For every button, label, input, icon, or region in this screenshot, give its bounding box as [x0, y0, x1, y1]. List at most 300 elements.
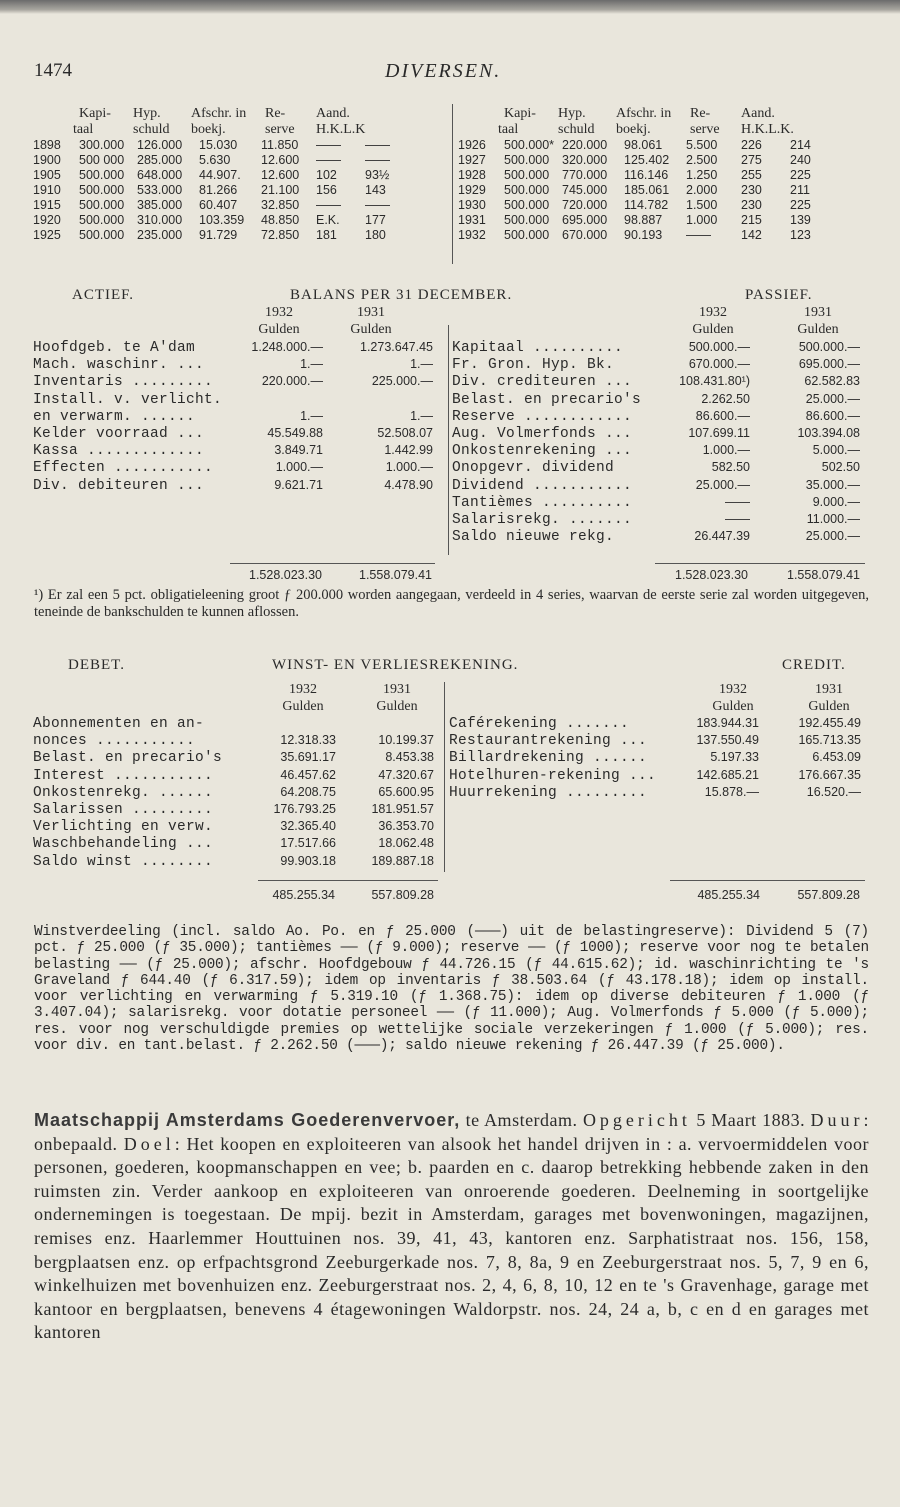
history-left-cell: 5.630: [199, 153, 231, 167]
history-right-cell: 139: [790, 213, 811, 227]
debet-item-row: [33, 768, 443, 785]
history-left-cell: ——: [316, 138, 341, 152]
winst-credit-title: CREDIT.: [782, 657, 846, 673]
passief-item-label: Tantièmes ..........: [452, 494, 633, 511]
history-right-row: [458, 198, 878, 213]
history-left-header-cell: boekj.: [191, 122, 226, 137]
actief-item-value-1932: 1.000.—: [275, 460, 323, 475]
history-left-cell: 1905: [33, 168, 61, 182]
history-right-cell: 1931: [458, 213, 486, 227]
history-right-cell: 1.500: [686, 198, 718, 212]
history-right-row: [458, 183, 878, 198]
history-right-cell: 215: [741, 213, 762, 227]
history-left-header-cell: serve: [265, 122, 295, 137]
history-left-header-row: [33, 122, 448, 138]
debet-item-row: [33, 819, 443, 836]
balans-divider: [448, 325, 449, 555]
actief-item-value-1931: 1.000.—: [385, 460, 433, 475]
history-right-cell: 98.061: [624, 138, 663, 152]
history-left-cell: 285.000: [137, 153, 183, 167]
debet-item-row: [33, 716, 443, 733]
credit-item-row: [449, 785, 867, 802]
winstverdeeling-paragraph: Winstverdeeling (incl. saldo Ao. Po. en ƒ 25.000 (———) uit de belastingreserve): Dividend 5 (7) pct. ƒ 25.000 (ƒ 35.000); tantièmes —— (ƒ 9.000); reserve —— (ƒ 1000); reserve voor nog te betalen belasting —— (ƒ 25.000); afschr. Hoofdgebouw ƒ 44.726.15 (ƒ 44.615.62); id. waschinrichting te 's Graveland ƒ 644.40 (ƒ 6.317.59); idem op inventaris ƒ 38.503.64 (ƒ 43.178.18); idem op install. voor verlichting en verwarming ƒ 5.319.10 (ƒ 1.368.75): idem op diverse debiteuren ƒ 1.000 (ƒ 3.407.04); salarisrekg. voor dotatie personeel —— (ƒ 11.000); Aug. Volmerfonds ƒ 5.000 (ƒ 5.000); res. voor nog verschuldigde premies op wettelijke sociale verzekeringen ƒ 1.000 (ƒ 5.000); res. voor div. en tant.belast. ƒ 2.262.50 (———); saldo nieuwe rekening ƒ 26.447.39 (ƒ 25.000).: [34, 924, 869, 1055]
passief-item-row: [452, 374, 867, 391]
balans-total-passief-1931: 1.558.079.41: [787, 568, 860, 582]
passief-item-value-1931: 9.000.—: [812, 494, 860, 509]
history-right-cell: 1926: [458, 138, 486, 152]
history-right-cell: 226: [741, 138, 762, 152]
history-right-cell: 745.000: [562, 183, 608, 197]
balans-passief-list: [452, 340, 867, 546]
history-left-cell: E.K.: [316, 213, 340, 227]
history-left-header-cell: Hyp.: [133, 106, 161, 121]
history-left-cell: ——: [316, 198, 341, 212]
actief-item-value-1932: 1.—: [300, 408, 323, 423]
history-left-cell: 500 000: [79, 153, 125, 167]
passief-item-value-1932: 108.431.80¹): [679, 374, 750, 389]
credit-item-row: [449, 733, 867, 750]
passief-item-value-1932: 2.262.50: [701, 391, 750, 406]
actief-item-value-1932: 1.248.000.—: [251, 340, 323, 354]
history-left-cell: 1910: [33, 183, 61, 197]
history-right-cell: 500.000: [504, 228, 550, 242]
debet-item-value-1931: 18.062.48: [378, 836, 434, 851]
history-left-header-cell: Re-: [265, 106, 286, 121]
history-left-cell: 500.000: [79, 183, 125, 197]
history-right-cell: 500.000: [504, 153, 550, 167]
passief-item-value-1931: 35.000.—: [805, 477, 860, 492]
credit-item-value-1932: 5.197.33: [710, 750, 759, 765]
history-left-cell: 12.600: [261, 168, 300, 182]
balans-title: BALANS PER 31 DECEMBER.: [290, 287, 513, 303]
winst-title: WINST- EN VERLIESREKENING.: [272, 657, 519, 673]
history-left-row: [33, 228, 448, 243]
passief-item-row: [452, 495, 867, 512]
history-right-cell: 98.887: [624, 213, 663, 227]
debet-item-label: Salarissen .........: [33, 801, 214, 818]
debet-item-label: Waschbehandeling ...: [33, 836, 214, 853]
history-right-cell: 185.061: [624, 183, 670, 197]
actief-item-value-1931: 52.508.07: [377, 425, 433, 440]
balans-unit-1931: Gulden: [350, 322, 392, 337]
scan-top-edge: [0, 0, 900, 14]
history-left-cell: 235.000: [137, 228, 183, 242]
balans-unit-1932: Gulden: [258, 322, 300, 337]
balans-total-rule-left: [230, 563, 435, 564]
debet-item-value-1932: 64.208.75: [280, 784, 336, 799]
company-description: : Het koopen en exploiteeren van alsook het handel drijven in : a. vervoermiddelen voor personen, goederen, koopmanschappen en vee; b. paarden en c. daarop betrekking hebbende zaken in den ruimsten zin. Verder aankoop en exploiteeren van onroerende goederen. Deelneming in soortgelijke ondernemingen is toegestaan. De mpij. bezit in Amsterdam, garages met bovenwoningen, magazijnen, remises enz. Haarlemmer Houttuinen nos. 39, 41, 43, kantoren enz. Sarphatistraat nos. 156, 158, bergplaatsen enz. op erfpachtsgrond Zeeburgerkade nos. 7, 8, 8a, 9 en Zeeburgerstraat nos. 5, 7, 9 en 6, winkelhuizen met bovenhuizen enz. Zeeburgerstraat nos. 2, 4, 6, 8, 10, 12 en te 's Gravenhage, garage met kantoor en bergplaatsen, benevens 4 étagewoningen Waldorpstr. nos. 24, 24 a, b, c en d en garages met kantoren: [34, 1133, 870, 1343]
history-left-cell: 156: [316, 183, 337, 197]
history-table-left: [33, 106, 448, 243]
passief-item-value-1932: 670.000.—: [688, 357, 750, 372]
history-right-header-cell: Afschr. in: [616, 106, 672, 121]
history-right-cell: 670.000: [562, 228, 608, 242]
history-left-cell: 1920: [33, 213, 61, 227]
history-left-header-cell: H.K.L.K: [316, 122, 366, 137]
history-left-cell: 500.000: [79, 198, 125, 212]
actief-item-row: [33, 426, 443, 443]
debet-item-row: [33, 750, 443, 767]
passief-item-value-1931: 695.000.—: [798, 357, 860, 372]
winst-year-1931-right: 1931: [815, 682, 843, 697]
history-left-cell: ——: [365, 153, 390, 167]
history-left-cell: ——: [316, 153, 341, 167]
page-number: 1474: [34, 60, 72, 81]
winst-unit-1932: Gulden: [282, 699, 324, 714]
debet-item-row: [33, 785, 443, 802]
history-right-cell: 230: [741, 183, 762, 197]
winst-unit-1931: Gulden: [376, 699, 418, 714]
passief-item-row: [452, 478, 867, 495]
passief-item-row: [452, 443, 867, 460]
debet-item-row: [33, 854, 443, 871]
history-left-header-row: [33, 106, 448, 122]
passief-item-value-1931: 86.600.—: [805, 408, 860, 423]
actief-item-label: Kassa .............: [33, 443, 205, 460]
history-right-cell: 500.000: [504, 168, 550, 182]
history-right-cell: 275: [741, 153, 762, 167]
history-left-header-cell: Kapi-: [79, 106, 111, 121]
history-left-cell: 103.359: [199, 213, 245, 227]
balans-year-1932: 1932: [265, 305, 293, 320]
debet-item-row: [33, 733, 443, 750]
history-right-cell: 500.000*: [504, 138, 555, 152]
winst-total-credit-1931: 557.809.28: [797, 888, 860, 902]
actief-item-row: [33, 357, 443, 374]
history-right-header-cell: Hyp.: [558, 106, 586, 121]
history-right-header-cell: Aand.: [741, 106, 775, 121]
actief-item-label: Install. v. verlicht.: [33, 391, 223, 408]
history-right-header-cell: Kapi-: [504, 106, 536, 121]
history-left-row: [33, 198, 448, 213]
company-name: Maatschappij Amsterdams Goederenvervoer,: [34, 1110, 461, 1130]
passief-item-value-1931: 5.000.—: [812, 443, 860, 458]
history-left-cell: 81.266: [199, 183, 238, 197]
passief-item-value-1931: 11.000.—: [806, 511, 860, 526]
credit-item-value-1932: 183.944.31: [696, 716, 759, 730]
history-left-row: [33, 213, 448, 228]
winst-divider: [444, 682, 445, 872]
history-left-cell: 143: [365, 183, 386, 197]
history-left-cell: 48.850: [261, 213, 300, 227]
history-right-cell: 500.000: [504, 213, 550, 227]
history-right-cell: 116.146: [624, 168, 669, 182]
debet-item-label: Saldo winst ........: [33, 853, 214, 870]
passief-item-label: Onkostenrekening ...: [452, 443, 633, 460]
debet-item-value-1931: 36.353.70: [378, 819, 434, 834]
history-left-cell: 91.729: [199, 228, 238, 242]
passief-item-row: [452, 392, 867, 409]
actief-item-value-1931: 225.000.—: [371, 374, 433, 389]
winst-total-debet-1932: 485.255.34: [272, 888, 335, 902]
passief-item-label: Aug. Volmerfonds ...: [452, 425, 633, 442]
history-left-cell: 1900: [33, 153, 61, 167]
actief-item-row: [33, 460, 443, 477]
history-divider: [452, 104, 453, 264]
history-right-header-row: [458, 122, 878, 138]
history-right-cell: 1932: [458, 228, 486, 242]
credit-item-value-1931: 6.453.09: [812, 750, 861, 765]
history-left-cell: 102: [316, 168, 337, 182]
duur-value: : onbepaald.: [34, 1110, 869, 1154]
credit-item-label: Restaurantrekening ...: [449, 733, 648, 750]
passief-item-value-1931: 502.50: [821, 460, 860, 475]
passief-item-value-1931: 103.394.08: [797, 425, 860, 440]
balans-footnote: ¹) Er zal een 5 pct. obligatieleening groot ƒ 200.000 worden aangegaan, verdeeld in 4 series, waarvan de eerste serie zal worden uitgegeven, teneinde de bankschulden te kunnen aflossen.: [34, 587, 869, 620]
balans-actief-list: [33, 340, 443, 495]
balans-year-1931: 1931: [357, 305, 385, 320]
history-right-header-cell: schuld: [558, 122, 595, 137]
history-left-cell: 12.600: [261, 153, 300, 167]
opgericht-label: Opgericht: [582, 1110, 691, 1130]
balans-total-actief-1932: 1.528.023.30: [249, 568, 322, 582]
history-right-header-row: [458, 106, 878, 122]
history-right-cell: 1929: [458, 183, 486, 197]
history-right-cell: 123: [790, 228, 811, 242]
history-right-cell: 125.402: [624, 153, 670, 167]
passief-item-row: [452, 409, 867, 426]
passief-item-value-1932: ——: [725, 511, 750, 526]
passief-item-row: [452, 512, 867, 529]
history-left-cell: 15.030: [199, 138, 238, 152]
debet-item-value-1932: 99.903.18: [280, 853, 336, 868]
history-left-cell: 500.000: [79, 213, 125, 227]
debet-item-value-1932: 32.365.40: [280, 819, 336, 834]
history-left-cell: 310.000: [137, 213, 183, 227]
history-left-cell: ——: [365, 138, 390, 152]
passief-item-label: Onopgevr. dividend: [452, 460, 615, 477]
balans-unit-1931-right: Gulden: [797, 322, 839, 337]
history-left-cell: 32.850: [261, 198, 300, 212]
passief-item-value-1932: 582.50: [711, 460, 750, 475]
credit-item-label: Caférekening .......: [449, 716, 630, 732]
history-right-cell: 1.250: [686, 168, 718, 182]
actief-item-value-1932: 9.621.71: [274, 477, 323, 492]
history-right-cell: 1928: [458, 168, 486, 182]
history-left-cell: 44.907.: [199, 168, 241, 182]
history-left-cell: 93½: [365, 168, 390, 182]
actief-item-label: Kelder voorraad ...: [33, 425, 205, 442]
passief-item-value-1932: 1.000.—: [702, 443, 750, 458]
history-right-cell: 2.500: [686, 153, 718, 167]
credit-item-value-1931: 176.667.35: [798, 767, 861, 782]
winst-year-1931: 1931: [383, 682, 411, 697]
actief-item-value-1932: 45.549.88: [267, 425, 323, 440]
history-right-cell: 1930: [458, 198, 486, 212]
winst-year-1932-right: 1932: [719, 682, 747, 697]
company-location: te Amsterdam.: [460, 1110, 583, 1130]
debet-item-row: [33, 836, 443, 853]
history-left-row: [33, 183, 448, 198]
debet-item-value-1932: 46.457.62: [280, 767, 336, 782]
history-right-header-cell: boekj.: [616, 122, 651, 137]
history-right-cell: 225: [790, 198, 811, 212]
passief-item-label: Dividend ...........: [452, 477, 633, 494]
credit-item-value-1931: 192.455.49: [798, 716, 861, 730]
debet-item-value-1931: 10.199.37: [378, 733, 434, 748]
credit-item-row: [449, 750, 867, 767]
history-right-cell: 230: [741, 198, 762, 212]
credit-item-row: [449, 768, 867, 785]
credit-item-value-1932: 137.550.49: [696, 733, 759, 748]
debet-item-label: Belast. en precario's: [33, 750, 223, 767]
history-right-cell: 214: [790, 138, 811, 152]
history-right-cell: 211: [790, 183, 810, 197]
history-left-row: [33, 168, 448, 183]
history-left-cell: 533.000: [137, 183, 183, 197]
balans-total-passief-1932: 1.528.023.30: [675, 568, 748, 582]
history-left-row: [33, 153, 448, 168]
debet-item-label: nonces ...........: [33, 733, 196, 750]
actief-item-label: Mach. waschinr. ...: [33, 357, 205, 374]
actief-item-row: [33, 340, 443, 357]
company-entry: [34, 1109, 869, 1345]
passief-item-row: [452, 340, 867, 357]
balans-year-1931-right: 1931: [804, 305, 832, 320]
actief-item-row: [33, 392, 443, 409]
passief-item-label: Div. crediteuren ...: [452, 374, 633, 391]
history-left-header-cell: taal: [73, 122, 94, 137]
actief-item-label: Inventaris .........: [33, 374, 214, 391]
history-left-cell: 21.100: [261, 183, 300, 197]
history-left-cell: 500.000: [79, 168, 125, 182]
history-right-header-cell: H.K.L.K.: [741, 122, 794, 137]
passief-item-row: [452, 460, 867, 477]
history-right-row: [458, 213, 878, 228]
history-right-cell: 255: [741, 168, 762, 182]
debet-item-label: Abonnementen en an-: [33, 716, 205, 732]
actief-item-value-1931: 1.—: [410, 357, 433, 372]
actief-item-row: [33, 443, 443, 460]
passief-item-value-1932: 107.699.11: [688, 425, 750, 440]
history-left-cell: 385.000: [137, 198, 183, 212]
passief-item-value-1931: 500.000.—: [798, 340, 860, 354]
actief-item-value-1932: 220.000.—: [261, 374, 323, 389]
running-title: DIVERSEN.: [385, 60, 502, 82]
debet-item-value-1932: 17.517.66: [280, 836, 336, 851]
passief-item-label: Reserve ............: [452, 408, 633, 425]
history-left-cell: 126.000: [137, 138, 183, 152]
passief-item-value-1932: 25.000.—: [695, 477, 750, 492]
passief-item-value-1932: 26.447.39: [694, 529, 750, 544]
winst-total-rule-left: [258, 880, 438, 881]
actief-item-value-1931: 1.273.647.45: [360, 340, 433, 354]
credit-item-label: Huurrekening .........: [449, 784, 648, 801]
debet-item-value-1931: 181.951.57: [371, 801, 434, 816]
history-right-cell: 500.000: [504, 198, 550, 212]
history-right-cell: 695.000: [562, 213, 608, 227]
debet-item-value-1931: 65.600.95: [378, 784, 434, 799]
debet-item-value-1932: 12.318.33: [280, 733, 336, 748]
passief-item-label: Belast. en precario's: [452, 391, 642, 408]
actief-item-value-1932: 3.849.71: [274, 443, 323, 458]
history-right-cell: 1.000: [686, 213, 718, 227]
history-left-cell: 300.000: [79, 138, 125, 152]
winst-total-credit-1932: 485.255.34: [697, 888, 760, 902]
balans-total-actief-1931: 1.558.079.41: [359, 568, 432, 582]
actief-item-row: [33, 478, 443, 495]
debet-item-label: Verlichting en verw.: [33, 819, 214, 836]
passief-item-value-1932: ——: [725, 494, 750, 509]
history-left-cell: 181: [316, 228, 337, 242]
history-right-row: [458, 138, 878, 153]
passief-item-value-1931: 62.582.83: [804, 374, 860, 389]
actief-item-label: Div. debiteuren ...: [33, 477, 205, 494]
history-right-header-cell: Re-: [690, 106, 711, 121]
actief-item-row: [33, 374, 443, 391]
history-right-cell: 500.000: [504, 183, 550, 197]
history-table-right: [458, 106, 878, 243]
history-left-cell: 500.000: [79, 228, 125, 242]
history-right-cell: 90.193: [624, 228, 663, 242]
history-left-cell: 1898: [33, 138, 61, 152]
passief-item-value-1931: 25.000.—: [805, 391, 860, 406]
passief-item-value-1931: 25.000.—: [805, 529, 860, 544]
history-right-cell: 320.000: [562, 153, 608, 167]
history-left-cell: 1915: [33, 198, 61, 212]
opgericht-value: 5 Maart 1883.: [690, 1110, 811, 1130]
passief-item-label: Salarisrekg. .......: [452, 511, 633, 528]
balans-actief-title: ACTIEF.: [72, 287, 135, 303]
balans-unit-1932-right: Gulden: [692, 322, 734, 337]
history-right-cell: ——: [686, 228, 711, 242]
history-right-header-cell: serve: [690, 122, 720, 137]
history-right-cell: 2.000: [686, 183, 718, 197]
actief-item-label: Hoofdgeb. te A'dam: [33, 340, 196, 356]
passief-item-row: [452, 426, 867, 443]
history-right-cell: 1927: [458, 153, 486, 167]
doel-label: Doel: [123, 1133, 175, 1154]
debet-item-row: [33, 802, 443, 819]
actief-item-value-1932: 1.—: [300, 357, 323, 372]
history-left-cell: 177: [365, 213, 386, 227]
passief-item-value-1932: 500.000.—: [688, 340, 750, 354]
debet-item-value-1931: 8.453.38: [385, 750, 434, 765]
history-right-cell: 142: [741, 228, 762, 242]
history-right-header-cell: taal: [498, 122, 519, 137]
passief-item-label: Saldo nieuwe rekg.: [452, 529, 615, 546]
balans-year-1932-right: 1932: [699, 305, 727, 320]
history-right-cell: 770.000: [562, 168, 608, 182]
debet-item-label: Onkostenrekg. ......: [33, 784, 214, 801]
history-right-cell: 114.782: [624, 198, 669, 212]
history-left-row: [33, 138, 448, 153]
winst-debet-title: DEBET.: [68, 657, 125, 673]
history-left-cell: 648.000: [137, 168, 183, 182]
history-right-cell: 5.500: [686, 138, 718, 152]
passief-item-row: [452, 529, 867, 546]
winst-total-rule-right: [670, 880, 865, 881]
credit-item-value-1932: 15.878.—: [704, 784, 759, 799]
history-right-cell: 240: [790, 153, 811, 167]
history-left-cell: 11.850: [261, 138, 299, 152]
winst-unit-1931-right: Gulden: [808, 699, 850, 714]
credit-item-value-1931: 16.520.—: [806, 784, 861, 799]
history-left-cell: 1925: [33, 228, 61, 242]
credit-item-label: Hotelhuren-rekening ...: [449, 767, 657, 784]
history-right-cell: 225: [790, 168, 811, 182]
history-left-header-cell: schuld: [133, 122, 170, 137]
passief-item-label: Kapitaal ..........: [452, 340, 624, 356]
passief-item-row: [452, 357, 867, 374]
passief-item-value-1932: 86.600.—: [695, 408, 750, 423]
history-left-cell: ——: [365, 198, 390, 212]
winst-credit-list: [449, 716, 867, 802]
credit-item-value-1931: 165.713.35: [798, 733, 861, 748]
winst-total-debet-1931: 557.809.28: [371, 888, 434, 902]
history-left-cell: 60.407: [199, 198, 238, 212]
history-left-cell: 72.850: [261, 228, 300, 242]
